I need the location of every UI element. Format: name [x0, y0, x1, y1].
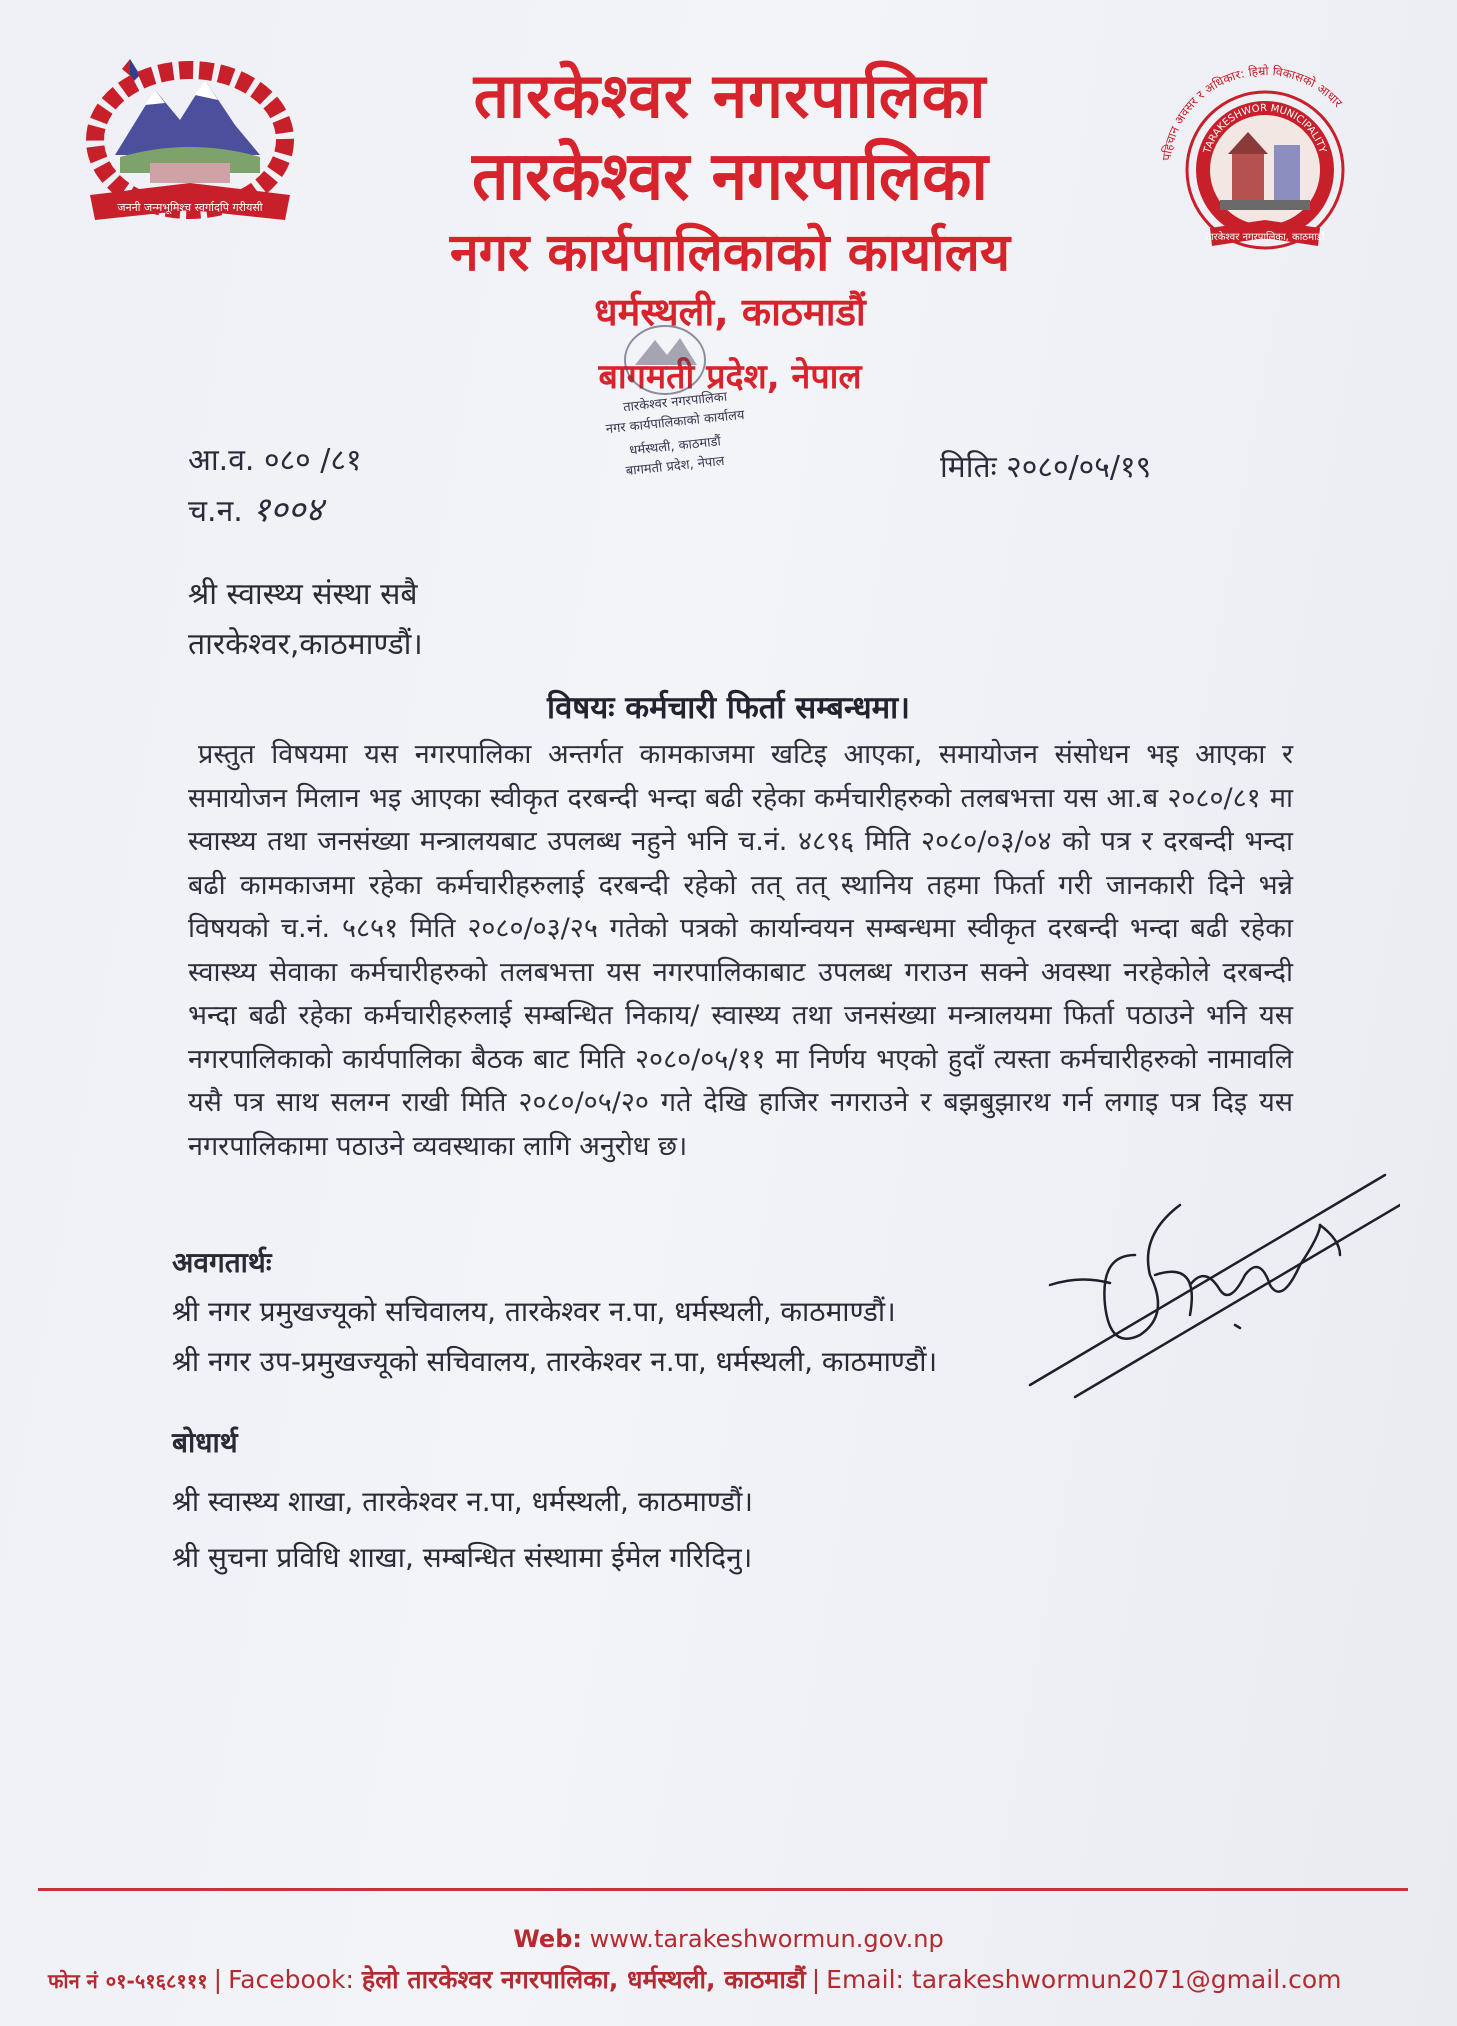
footer-website: [0, 1925, 1457, 1953]
reference-number: [188, 485, 323, 531]
logo-arc-text: पहिचान अवसर र अधिकार: हिम्रो विकासको आधार: [1159, 63, 1346, 162]
email-label: Email:: [826, 1965, 904, 1994]
letter-body: प्रस्तुत विषयमा यस नगरपालिका अन्तर्गत कामकाजमा खटिइ आएका, समायोजन संसोधन भइ आएका र समायोजन मिलान भइ आएका स्वीकृत दरबन्दी भन्दा बढी रहेका कर्मचारीहरुको तलबभत्ता यस आ.ब २०८०/८१ मा स्वास्थ्य तथा जनसंख्या मन्त्रालयबाट उपलब्ध नहुने भनि च.नं. ४८९६ मिति २०८०/०३/०४ को पत्र र दरबन्दी भन्दा बढी कामकाजमा रहेका कर्मचारीहरुलाई दरबन्दी रहेको तत् तत् स्थानिय तहमा फिर्ता गरी जानकारी दिने भन्ने विषयको च.नं. ५८५१ मिति २०८०/०३/२५ गतेको पत्रको कार्यान्वयन सम्बन्धमा स्वीकृत दरबन्दी भन्दा बढी रहेका स्वास्थ्य सेवाका कर्मचारीहरुको तलबभत्ता यस नगरपालिकाबाट उपलब्ध गराउन सक्ने अवस्था नरहेकोले दरबन्दी भन्दा बढी रहेका कर्मचारीहरुलाई सम्बन्धित निकाय/ स्वास्थ्य तथा जनसंख्या मन्त्रालयमा फिर्ता पठाउने भनि यस नगरपालिकाको कार्यपालिका बैठक बाट मिति २०८०/०५/११ मा निर्णय भएको हुदाँ त्यस्ता कर्मचारीहरुको नामावलि यसै पत्र साथ सलग्न राखी मिति २०८०/०५/२० गते देखि हाजिर नगराउने र बझबुझारथ गर्न लगाइ पत्र दिइ यस नगरपालिकामा पठाउने व्यवस्थाका लागि अनुरोध छ।: [188, 739, 1293, 1162]
office-name: नगर कार्यपालिकाको कार्यालय: [449, 223, 1011, 283]
recipient-line-2: तारकेश्वर,काठमाण्डौं।: [188, 627, 423, 662]
stamp-line-4: बागमती प्रदेश, नेपाल: [625, 453, 726, 480]
stamp-line-1: तारकेश्वर नगरपालिका: [622, 389, 728, 416]
letter-date: मितिः २०८०/०५/१९: [940, 450, 1152, 485]
info-item: श्री स्वास्थ्य शाखा, तारकेश्वर न.पा, धर्मस्थली, काठमाण्डौं।: [172, 1485, 753, 1518]
info-label: बोधार्थ: [172, 1426, 238, 1459]
tarakeshwor-municipality-logo-icon: [1150, 60, 1380, 270]
web-label: Web:: [513, 1925, 582, 1953]
email-address[interactable]: tarakeshwormun2071@gmail.com: [911, 1965, 1342, 1994]
reference-value: १००४: [252, 490, 324, 530]
office-province: बागमती प्रदेश, नेपाल: [598, 357, 862, 397]
phone-label: फोन नं: [48, 1969, 98, 1993]
reference-label: च.न.: [188, 494, 243, 529]
facebook-page[interactable]: हेलो तारकेश्वर नगरपालिका, धर्मस्थली, काठमाडौं: [361, 1965, 806, 1994]
logo-ribbon-text: तारकेश्वर नगरपालिका, काठमाडौं: [1205, 232, 1325, 243]
info-item: श्री सुचना प्रविधि शाखा, सम्बन्धित संस्थामा ईमेल गरिदिनु।: [172, 1541, 753, 1574]
cc-label: अवगतार्थः: [172, 1246, 272, 1279]
cc-item: श्री नगर प्रमुखज्यूको सचिवालय, तारकेश्वर न.पा, धर्मस्थली, काठमाण्डौं।: [172, 1295, 896, 1328]
facebook-label: Facebook:: [228, 1965, 354, 1994]
stamp-line-2: नगर कार्यपालिकाको कार्यालय: [605, 407, 746, 438]
svg-text:जननी जन्मभूमिश्च स्वर्गादपि गर: जननी जन्मभूमिश्च स्वर्गादपि गरीयसी: [117, 201, 263, 214]
municipality-name-stylized: तारकेश्वर नगरपालिका: [472, 138, 988, 217]
cc-item: श्री नगर उप-प्रमुखज्यूको सचिवालय, तारकेश्वर न.पा, धर्मस्थली, काठमाण्डौं।: [172, 1345, 938, 1378]
fiscal-year: आ.व. ०८० /८१: [188, 443, 362, 478]
signature-icon: [1020, 1165, 1400, 1410]
footer-divider: [38, 1888, 1408, 1891]
phone-number: ०१-५१६८१११: [105, 1969, 208, 1993]
nepal-government-emblem-icon: [60, 45, 320, 245]
municipality-name-devanagari: तारकेश्वर नगरपालिका: [473, 59, 987, 132]
separator: |: [213, 1965, 223, 1994]
separator: |: [811, 1965, 821, 1994]
recipient-line-1: श्री स्वास्थ्य संस्था सबै: [188, 577, 418, 612]
web-link[interactable]: www.tarakeshwormun.gov.np: [589, 1925, 944, 1953]
subject-line: विषयः कर्मचारी फिर्ता सम्बन्धमा।: [547, 690, 910, 726]
footer-contact: [48, 1962, 1428, 1996]
stamp-line-3: धर्मस्थली, काठमाडौं: [628, 434, 722, 459]
logo-ring-text: TARAKESHWOR MUNICIPALITY: [1202, 102, 1328, 155]
office-location: धर्मस्थली, काठमाडौं: [594, 290, 866, 334]
